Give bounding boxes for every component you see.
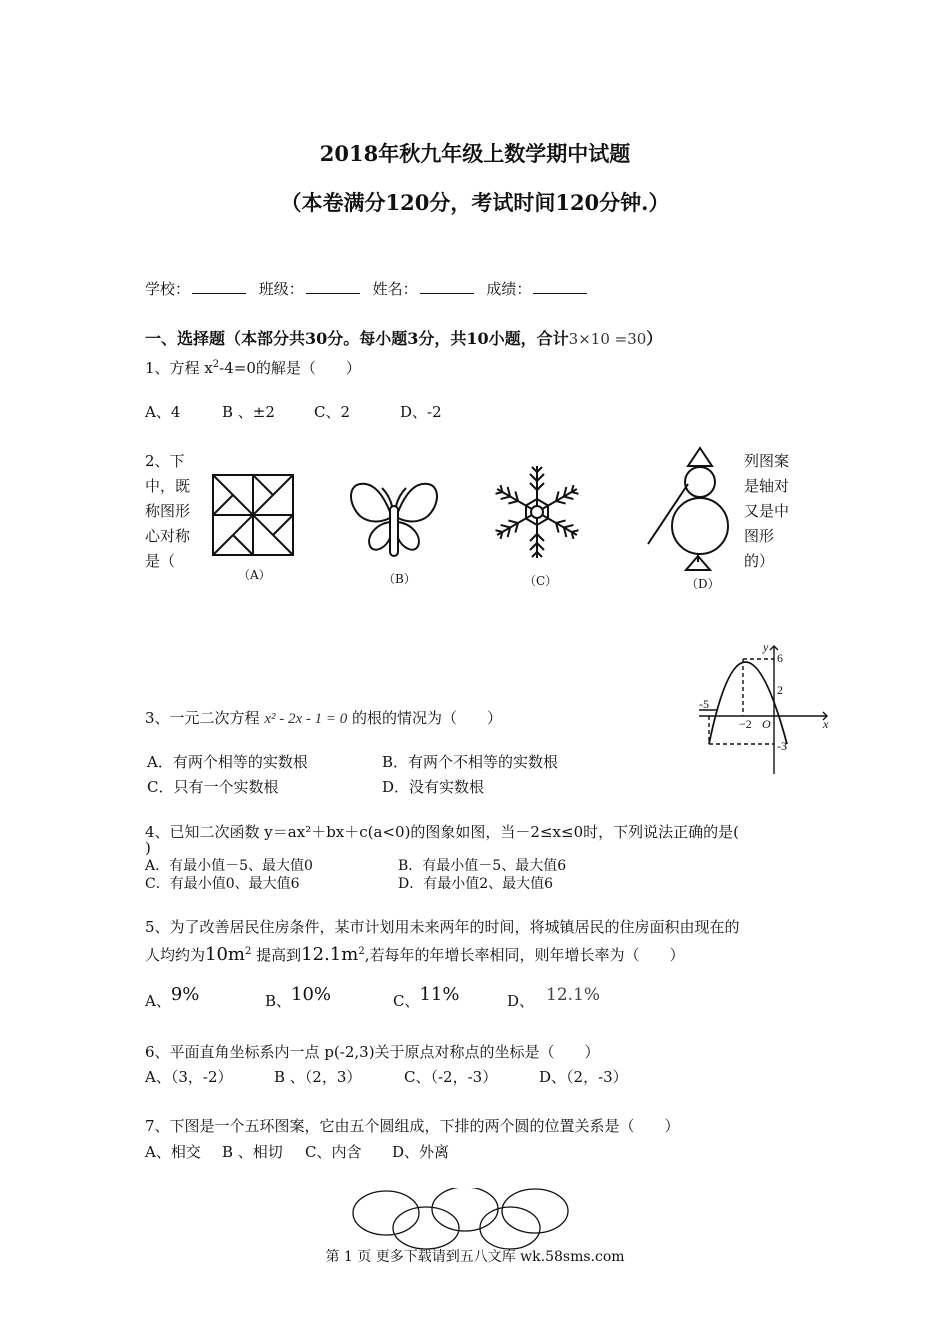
butterfly-figure	[346, 478, 442, 562]
q3-stem-b: 的根的情况为（ ）	[352, 709, 503, 727]
q1-option-c[interactable]: C、2	[314, 403, 351, 421]
q3-option-a[interactable]: A．有两个相等的实数根	[147, 753, 308, 771]
pinwheel-figure	[210, 472, 296, 558]
graph-tick-m3: -3	[777, 739, 787, 753]
q6-option-a[interactable]: A、（3，-2）	[145, 1068, 233, 1086]
q3-stem	[145, 707, 502, 728]
student-info-line	[145, 278, 595, 299]
q5-line2-c: ,若每年的年增长率相同，则年增长率为（ ）	[364, 946, 685, 964]
q5-option-a-value: 9%	[170, 984, 200, 1005]
q5-option-a[interactable]	[145, 984, 200, 1011]
snowflake-figure	[492, 462, 582, 562]
q1-stem	[145, 357, 361, 378]
school-blank[interactable]	[192, 279, 246, 294]
q2-left-text: 2、下中，既称图形心对称是（	[145, 452, 191, 570]
q4-option-d[interactable]: D．有最小值2、最大值6	[398, 876, 554, 892]
section-calc: 3×10 =30	[568, 330, 647, 348]
section-heading-text: 一、选择题（本部分共30分。每小题3分，共10小题，合计	[145, 329, 569, 348]
graph-tick-m2: −2	[739, 717, 752, 731]
q7-option-c[interactable]: C、内含	[305, 1143, 362, 1161]
figure-b-caption: （B）	[383, 572, 416, 586]
q6-option-c[interactable]: C、（-2，-3）	[404, 1068, 498, 1086]
q1-option-a[interactable]: A、4	[145, 403, 181, 421]
q7-option-d[interactable]: D、外离	[392, 1143, 450, 1161]
q4-stem-close: )	[145, 839, 151, 857]
q3-equation: x² - 2x - 1 = 0	[264, 711, 348, 727]
section-close: ）	[646, 329, 663, 348]
page-subtitle: （本卷满分120分，考试时间120分钟.）	[280, 190, 670, 215]
q5-option-a-label: A、	[145, 992, 171, 1010]
q5-exp2: 2	[358, 946, 365, 957]
graph-origin: O	[762, 717, 771, 731]
q1-stem-b: -4=0的解是（ ）	[219, 359, 361, 377]
score-blank[interactable]	[533, 279, 587, 294]
figure-d-caption: （D）	[686, 577, 720, 591]
graph-tick-m5: -5	[699, 697, 709, 711]
q5-val2: 12.1m	[301, 944, 359, 965]
school-label: 学校：	[145, 280, 191, 298]
q6-stem: 6、平面直角坐标系内一点 p(-2,3)关于原点对称点的坐标是（ ）	[145, 1043, 600, 1061]
name-blank[interactable]	[420, 279, 474, 294]
q5-line2	[145, 944, 684, 965]
page-footer: 第 1 页 更多下载请到五八文库 wk.58sms.com	[325, 1249, 625, 1265]
q7-option-a[interactable]: A、相交	[145, 1143, 201, 1161]
q7-stem: 7、下图是一个五环图案，它由五个圆组成，下排的两个圆的位置关系是（ ）	[145, 1117, 680, 1135]
page-title: 2018年秋九年级上数学期中试题	[319, 141, 631, 166]
q7-option-b[interactable]: B 、相切	[222, 1143, 283, 1161]
q1-stem-a: 1、方程 x	[145, 359, 213, 377]
q5-line1: 5、为了改善居民住房条件，某市计划用未来两年的时间，将城镇居民的住房面积由现在的	[145, 918, 740, 936]
score-label: 成绩：	[486, 280, 532, 298]
five-rings-figure	[350, 1188, 575, 1250]
graph-y-label: y	[763, 640, 769, 654]
q5-option-c-value: 11%	[419, 984, 460, 1005]
q5-option-d[interactable]	[507, 985, 601, 1011]
class-label: 班级：	[258, 280, 304, 298]
q5-option-b[interactable]	[265, 984, 332, 1011]
q4-option-c[interactable]: C．有最小值0、最大值6	[145, 876, 300, 892]
q3-option-d[interactable]: D．没有实数根	[382, 778, 485, 796]
q6-option-d[interactable]: D、（2，-3）	[539, 1068, 628, 1086]
graph-x-label: x	[823, 717, 829, 731]
class-blank[interactable]	[306, 279, 360, 294]
q5-option-b-value: 10%	[291, 984, 332, 1005]
q3-stem-a: 3、一元二次方程	[145, 709, 260, 727]
q5-option-c[interactable]	[393, 984, 460, 1011]
q4-option-a[interactable]: A．有最小值－5、最大值0	[145, 858, 313, 874]
q5-option-b-label: B、	[265, 992, 292, 1010]
figure-c-caption: （C）	[524, 574, 558, 588]
q1-option-b[interactable]: B 、±2	[222, 403, 275, 421]
snowman-figure	[640, 444, 740, 574]
graph-tick-2: 2	[777, 683, 783, 697]
q6-option-b[interactable]: B 、（2，3）	[274, 1068, 362, 1086]
figure-a-caption: （A）	[238, 568, 271, 582]
q5-val1: 10m	[205, 944, 245, 965]
q4-option-b[interactable]: B．有最小值－5、最大值6	[398, 858, 567, 874]
q5-exp1: 2	[245, 946, 252, 957]
q5-option-c-label: C、	[393, 992, 420, 1010]
q1-option-d[interactable]: D、-2	[400, 403, 442, 421]
q4-stem: 4、已知二次函数 y＝ax²＋bx＋c(a<0)的图象如图，当－2≤x≤0时，下列说法正确的是(	[145, 823, 739, 841]
q1-exp: 2	[212, 359, 220, 370]
q2-right-text: 列图案是轴对又是中图形的）	[744, 452, 790, 570]
q5-line2-a: 人均约为	[145, 946, 206, 964]
q5-option-d-value: 12.1%	[546, 985, 601, 1005]
q3-option-b[interactable]: B．有两个不相等的实数根	[382, 753, 559, 771]
q5-option-d-label: D、	[507, 992, 535, 1010]
section-heading	[145, 326, 662, 349]
q3-option-c[interactable]: C．只有一个实数根	[147, 778, 279, 796]
name-label: 姓名：	[372, 280, 418, 298]
parabola-graph	[695, 640, 835, 778]
graph-tick-6: 6	[777, 651, 783, 665]
q5-line2-b: 提高到	[256, 946, 302, 964]
